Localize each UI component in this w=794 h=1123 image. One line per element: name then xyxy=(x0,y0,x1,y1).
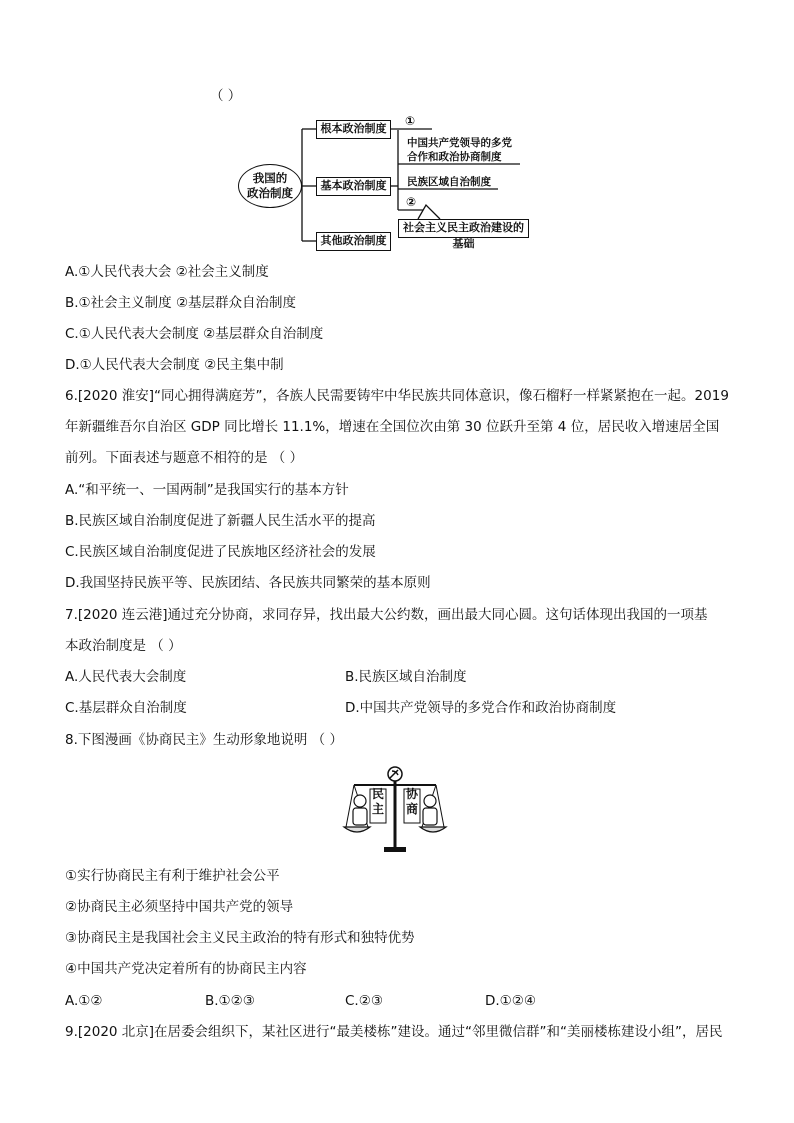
q5-option-c: C.①人民代表大会制度 ②基层群众自治制度 xyxy=(65,326,324,342)
blank-2-label: ② xyxy=(406,195,417,209)
regional-autonomy-label: 民族区域自治制度 xyxy=(407,176,491,188)
center-line-2: 政治制度 xyxy=(247,186,293,200)
q8-statement-4: ④中国共产党决定着所有的协商民主内容 xyxy=(65,961,307,977)
q7-stem-line-2: 本政治制度是 （ ） xyxy=(65,638,182,654)
consultative-democracy-cartoon xyxy=(340,765,450,855)
q8-stem: 8.下图漫画《协商民主》生动形象地说明 （ ） xyxy=(65,732,343,748)
cpc-system-line-1: 中国共产党领导的多党 xyxy=(407,137,512,149)
q7-stem-line-1: 7.[2020 连云港]通过充分协商，求同存异，找出最大公约数，画出最大同心圆。这句话体现出我国的一项基 xyxy=(65,607,708,623)
q8-statement-1: ①实行协商民主有利于维护社会公平 xyxy=(65,868,280,884)
q6-stem-line-1: 6.[2020 淮安]“同心拥得满庭芳”，各族人民需要铸牢中华民族共同体意识，像石榴籽一样紧紧抱在一起。2019 xyxy=(65,388,729,404)
q8-option-a: A.①② xyxy=(65,993,103,1009)
balance-scale-icon xyxy=(340,765,450,855)
q8-option-b: B.①②③ xyxy=(205,993,255,1009)
cpc-system-line-2: 合作和政治协商制度 xyxy=(407,151,502,163)
cartoon-left-sign: 民主 xyxy=(372,787,385,816)
blank-1-label: ① xyxy=(405,114,416,128)
center-line-1: 我国的 xyxy=(252,171,288,185)
cartoon-right-sign: 协商 xyxy=(406,787,419,816)
q7-option-a: A.人民代表大会制度 xyxy=(65,669,187,685)
q7-option-c: C.基层群众自治制度 xyxy=(65,700,187,716)
q8-statement-3: ③协商民主是我国社会主义民主政治的特有形式和独特优势 xyxy=(65,930,415,946)
q5-answer-bracket: （ ） xyxy=(210,88,242,104)
q7-option-d: D.中国共产党领导的多党合作和政治协商制度 xyxy=(345,700,617,716)
q6-stem-line-2: 年新疆维吾尔自治区 GDP 同比增长 11.1%，增速在全国位次由第 30 位跃升至第 4 位，居民收入增速居全国 xyxy=(65,419,720,435)
q5-option-b: B.①社会主义制度 ②基层群众自治制度 xyxy=(65,295,297,311)
diagram-center-node xyxy=(238,164,302,208)
q5-option-d: D.①人民代表大会制度 ②民主集中制 xyxy=(65,357,284,373)
q6-option-d: D.我国坚持民族平等、民族团结、各民族共同繁荣的基本原则 xyxy=(65,575,431,591)
q6-stem-line-3: 前列。下面表述与题意不相符的是 （ ） xyxy=(65,450,304,466)
q8-statement-2: ②协商民主必须坚持中国共产党的领导 xyxy=(65,899,294,915)
q7-option-b: B.民族区域自治制度 xyxy=(345,669,467,685)
q8-option-c: C.②③ xyxy=(345,993,383,1009)
q6-option-c: C.民族区域自治制度促进了民族地区经济社会的发展 xyxy=(65,544,376,560)
callout-box: 社会主义民主政治建设的基础 xyxy=(398,219,529,238)
other-system-box: 其他政治制度 xyxy=(316,232,391,251)
diagram-connectors xyxy=(0,0,794,260)
q6-option-b: B.民族区域自治制度促进了新疆人民生活水平的提高 xyxy=(65,513,376,529)
q8-option-d: D.①②④ xyxy=(485,993,536,1009)
q5-option-a: A.①人民代表大会 ②社会主义制度 xyxy=(65,264,269,280)
basic-system-box: 基本政治制度 xyxy=(316,177,391,196)
q6-option-a: A.“和平统一、一国两制”是我国实行的基本方针 xyxy=(65,482,349,498)
q9-stem-line-1: 9.[2020 北京]在居委会组织下，某社区进行“最美楼栋”建设。通过“邻里微信群”和“美丽楼栋建设小组”，居民 xyxy=(65,1024,723,1040)
fundamental-system-box: 根本政治制度 xyxy=(316,120,391,139)
